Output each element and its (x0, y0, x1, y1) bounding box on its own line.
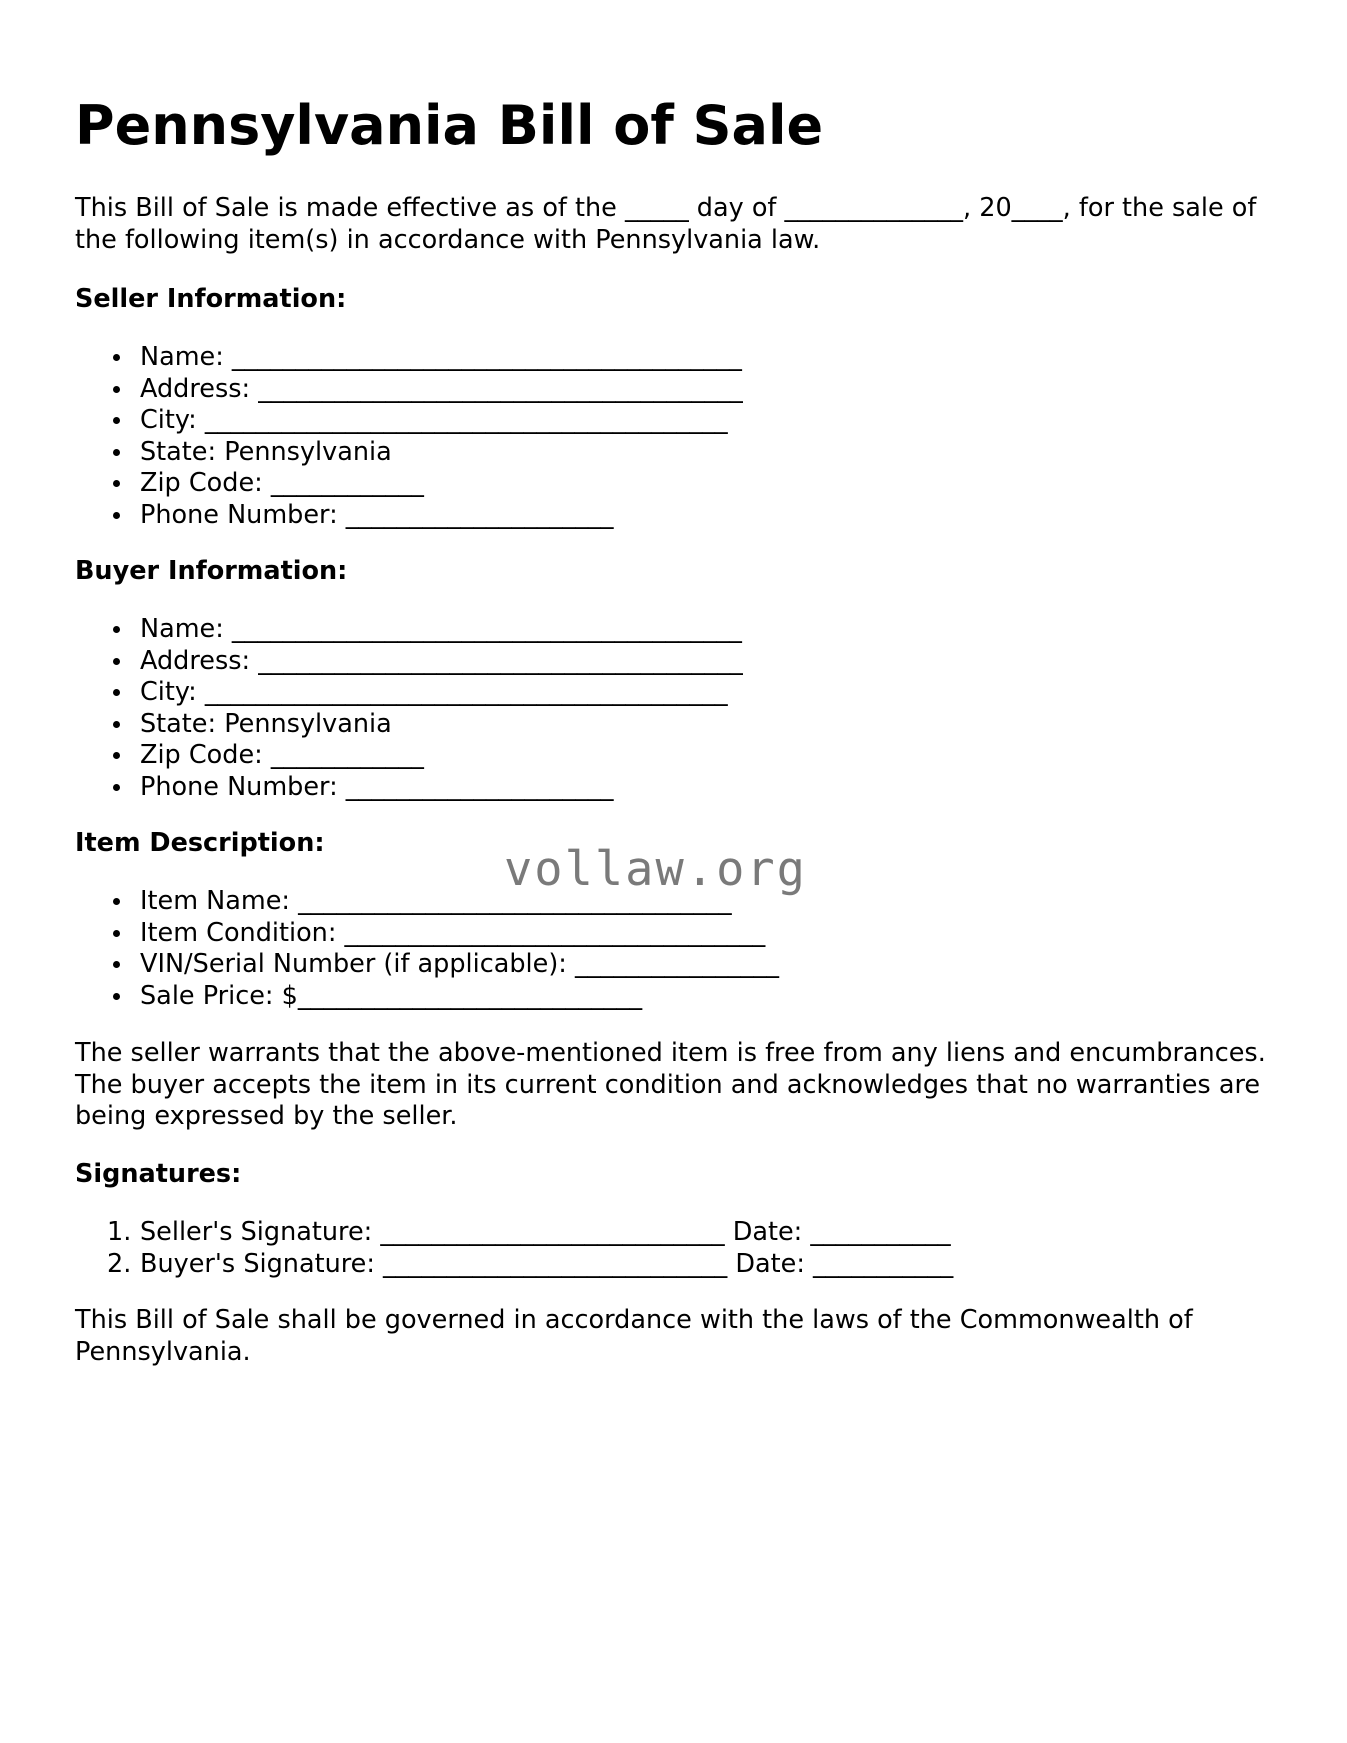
buyer-info-list (75, 614, 743, 803)
buyer-signature-item (75, 1249, 953, 1281)
seller-city-item: City: _________________________________________ (75, 405, 743, 437)
seller-signature-line: Seller's Signature: ___________________________ Date: ___________ (140, 1217, 951, 1247)
buyer-signature-line: Buyer's Signature: ___________________________ Date: ___________ (140, 1248, 954, 1279)
seller-heading: Seller Information: (75, 284, 347, 314)
item-description-heading: Item Description: (75, 828, 325, 858)
buyer-zip-item: Zip Code: ____________ (75, 740, 743, 772)
buyer-state-item: State: Pennsylvania (75, 709, 743, 741)
buyer-name-item: Name: ________________________________________ (75, 614, 743, 646)
buyer-address-item: Address: ______________________________________ (75, 646, 743, 678)
watermark-text: vollaw.org (504, 842, 807, 897)
signatures-heading: Signatures: (75, 1159, 242, 1189)
seller-phone-item: Phone Number: _____________________ (75, 500, 743, 532)
sale-price-item: Sale Price: $___________________________ (75, 981, 779, 1013)
seller-name-item: Name: ________________________________________ (75, 342, 743, 374)
document-title: Pennsylvania Bill of Sale (75, 94, 824, 157)
item-condition-item: Item Condition: _________________________________ (75, 918, 779, 950)
buyer-phone-item: Phone Number: _____________________ (75, 772, 743, 804)
item-name-item: Item Name: __________________________________ (75, 886, 779, 918)
governing-law-paragraph: This Bill of Sale shall be governed in accordance with the laws of the Commonwealth of Pennsylvania. (75, 1305, 1193, 1367)
item-description-list (75, 886, 779, 1012)
buyer-city-item: City: _________________________________________ (75, 677, 743, 709)
seller-address-item: Address: ______________________________________ (75, 374, 743, 406)
seller-signature-item (75, 1217, 953, 1249)
list-number: 2. (107, 1248, 132, 1279)
seller-info-list (75, 342, 743, 531)
vin-serial-item: VIN/Serial Number (if applicable): ________________ (75, 949, 779, 981)
signatures-list (75, 1217, 953, 1280)
warranty-paragraph: The seller warrants that the above-mentioned item is free from any liens and encumbrances. The buyer accepts the item in its current condition and acknowledges that no warranties are being expressed by the seller. (75, 1038, 1266, 1131)
seller-state-item: State: Pennsylvania (75, 437, 743, 469)
buyer-heading: Buyer Information: (75, 556, 348, 586)
seller-zip-item: Zip Code: ____________ (75, 468, 743, 500)
list-number: 1. (107, 1217, 132, 1247)
intro-paragraph: This Bill of Sale is made effective as of the _____ day of ______________, 20____, for the sale of the following item(s) in accordance with Pennsylvania law. (75, 193, 1257, 255)
